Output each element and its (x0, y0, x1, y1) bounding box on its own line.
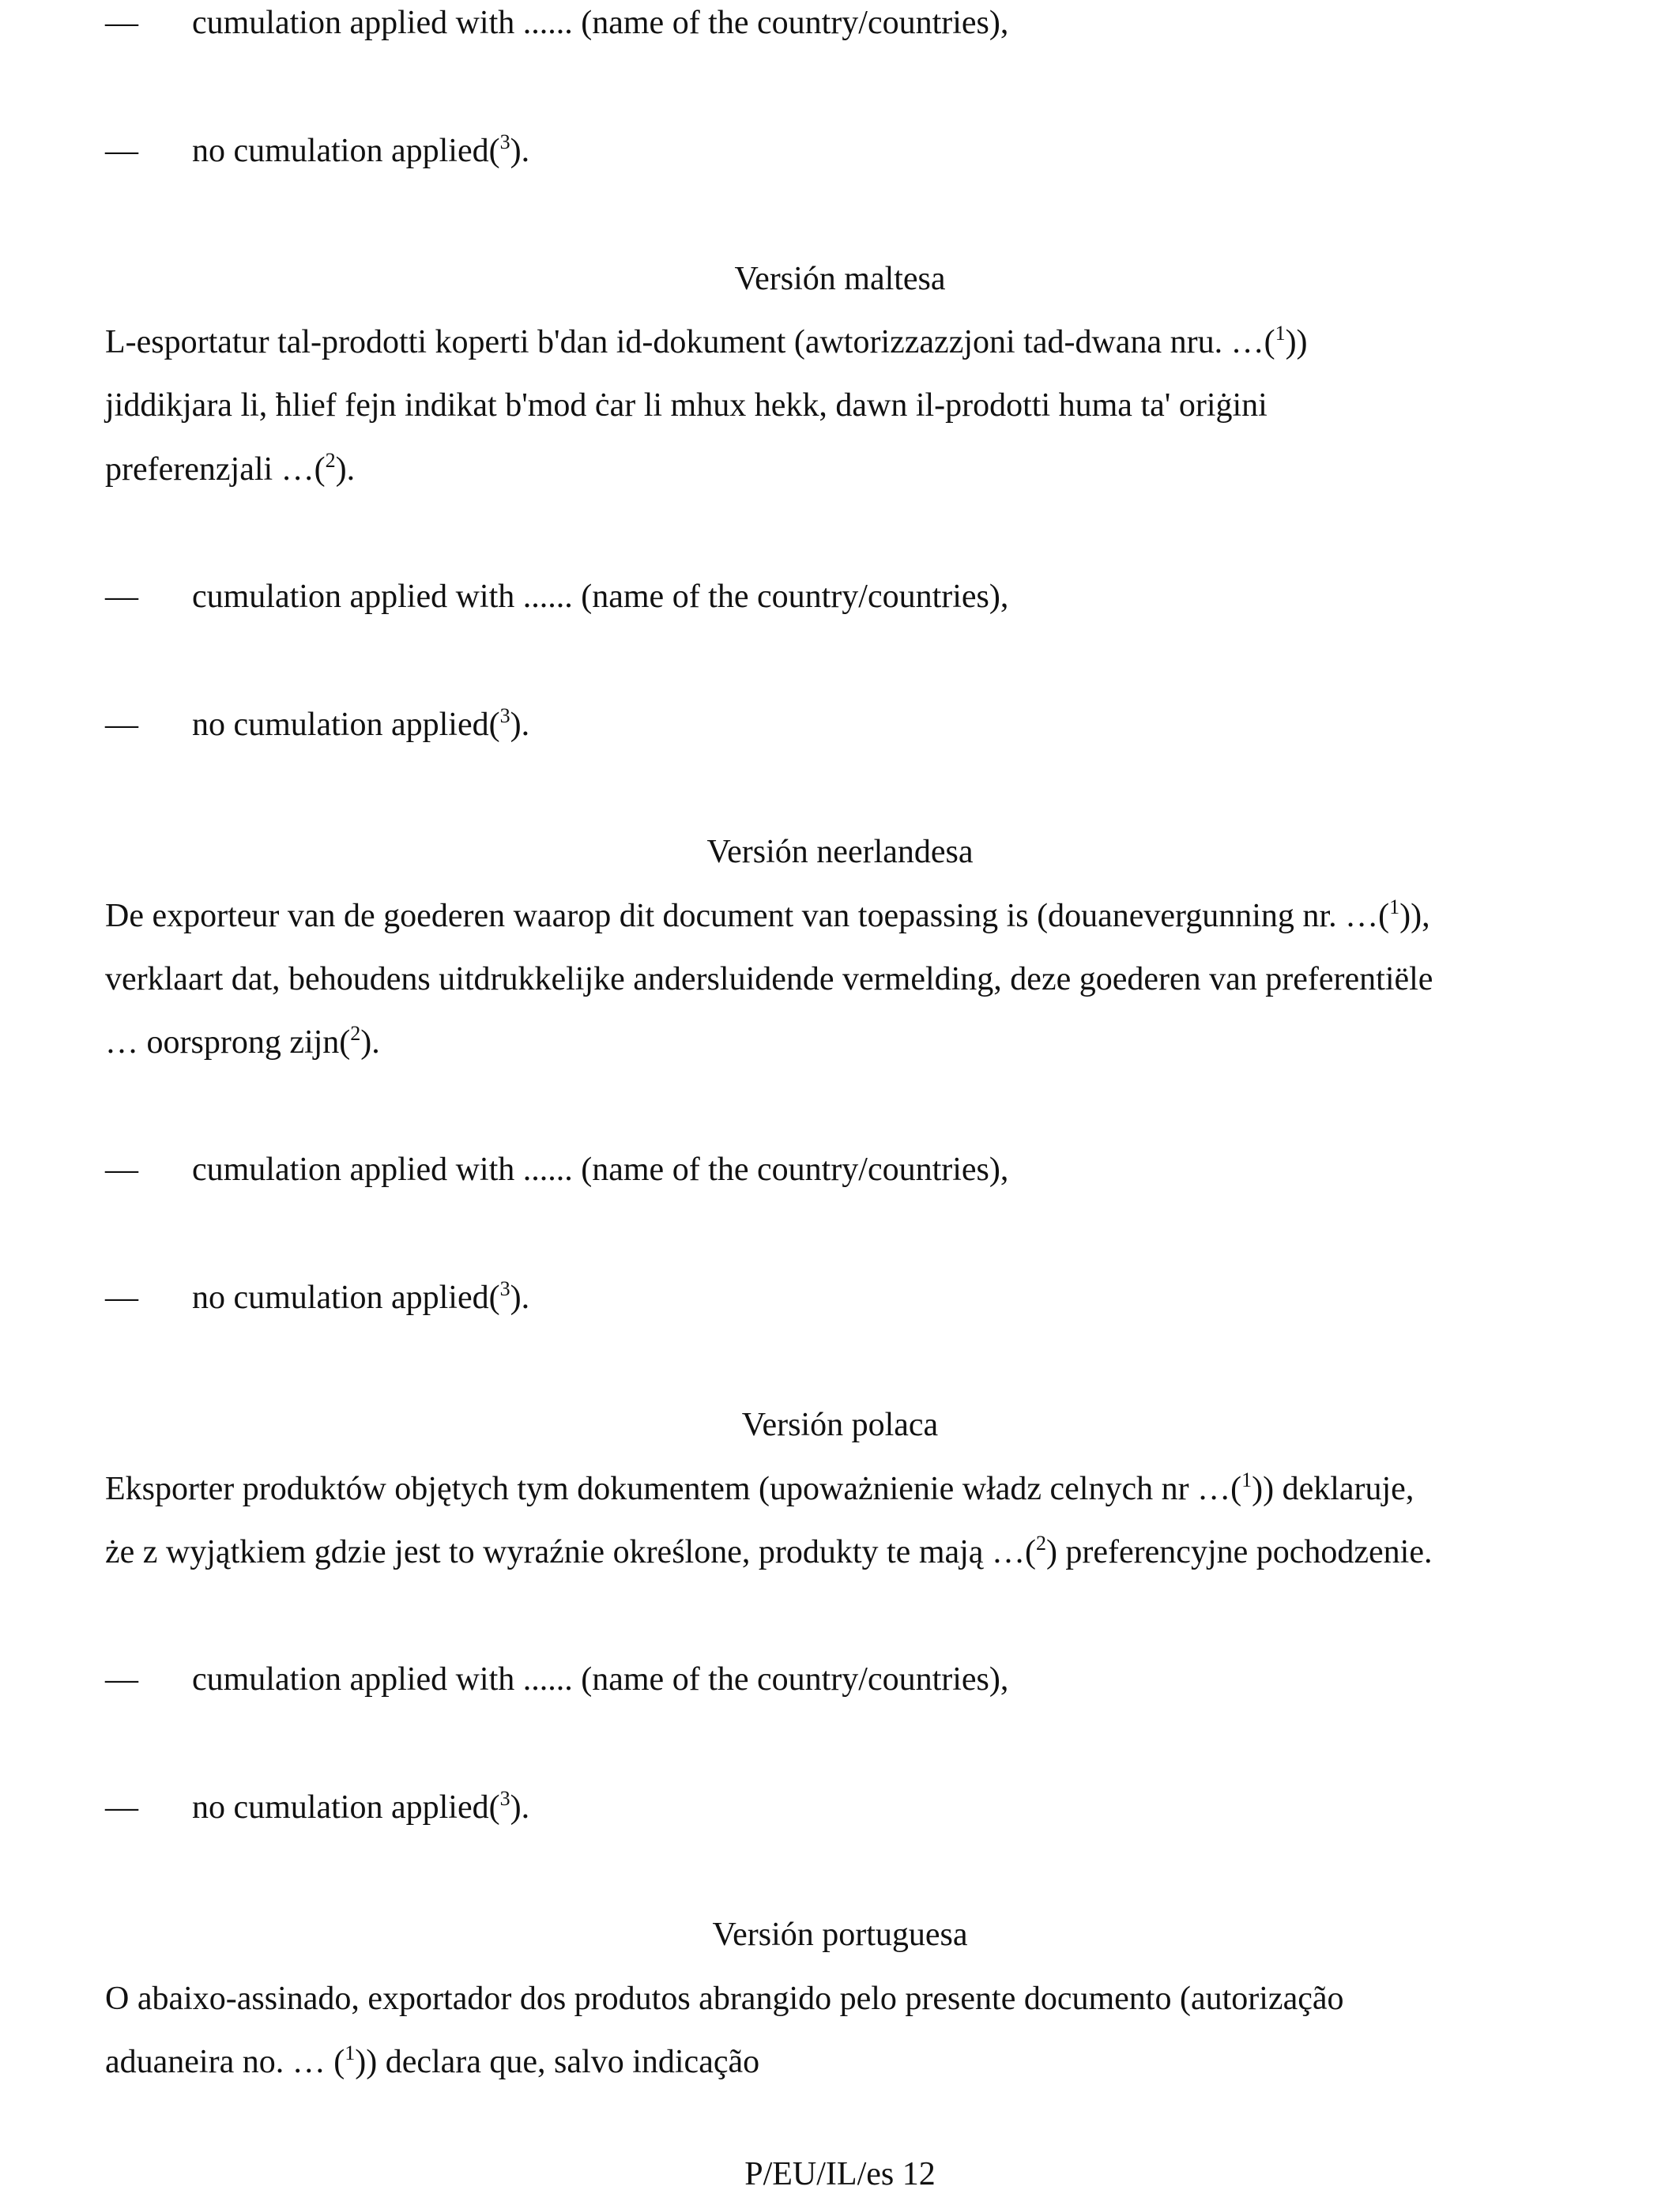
no-cumulation-end: ). (510, 1789, 530, 1826)
footnote-ref: 2 (1035, 1532, 1046, 1555)
footnote-ref: 2 (350, 1022, 361, 1045)
footnote-ref: 2 (325, 449, 336, 472)
no-cumulation-end: ). (510, 133, 530, 169)
no-cumulation-option (192, 130, 530, 169)
no-cumulation-text: no cumulation applied( (192, 1280, 500, 1316)
maltese-line-1-text: L-esportatur tal-prodotti koperti b'dan id-dokument (awtorizzazzjoni tad-dwana nru. …( (105, 324, 1275, 360)
footnote-ref: 1 (1241, 1468, 1252, 1491)
dutch-heading: Versión neerlandesa (706, 834, 974, 870)
dash-marker: — (105, 1280, 138, 1316)
maltese-line-3-end: ). (335, 451, 356, 488)
footnote-ref: 1 (1389, 895, 1400, 918)
cumulation-with-option: cumulation applied with ...... (name of the country/countries), (192, 579, 1009, 615)
dutch-line-3-end: ). (360, 1024, 380, 1061)
no-cumulation-end: ). (510, 1280, 530, 1316)
polish-line-1-text: Eksporter produktów objętych tym dokumentem (upoważnienie władz celnych nr …( (105, 1471, 1242, 1507)
maltese-line-3 (105, 449, 356, 488)
maltese-heading: Versión maltesa (734, 261, 946, 297)
dash-marker: — (105, 1789, 138, 1826)
footnote-ref: 3 (499, 704, 510, 727)
portuguese-line-2 (105, 2041, 760, 2080)
cumulation-with-option: cumulation applied with ...... (name of the country/countries), (192, 1152, 1009, 1188)
no-cumulation-option (192, 1277, 530, 1316)
dash-marker: — (105, 1661, 138, 1698)
page-footer: P/EU/IL/es 12 (744, 2156, 936, 2192)
footnote-ref: 1 (1275, 322, 1286, 345)
dutch-line-1 (105, 895, 1430, 934)
maltese-line-1 (105, 322, 1308, 360)
polish-line-1-end: )) deklaruje, (1252, 1471, 1414, 1507)
polish-line-2 (105, 1532, 1433, 1570)
footnote-ref: 1 (345, 2041, 356, 2064)
no-cumulation-text: no cumulation applied( (192, 1789, 500, 1826)
portuguese-line-2-text: aduaneira no. … ( (105, 2044, 345, 2080)
maltese-line-2: jiddikjara li, ħlief fejn indikat b'mod ċar li mhux hekk, dawn il-prodotti huma ta' oriġini (105, 387, 1268, 424)
cumulation-with-option: cumulation applied with ...... (name of the country/countries), (192, 5, 1009, 41)
dutch-line-2: verklaart dat, behoudens uitdrukkelijke andersluidende vermelding, deze goederen van preferentiële (105, 961, 1433, 997)
dash-marker: — (105, 133, 138, 169)
footnote-ref: 3 (499, 1787, 510, 1810)
dutch-line-1-text: De exporteur van de goederen waarop dit document van toepassing is (douanevergunning nr. …( (105, 898, 1390, 934)
polish-line-2-text: że z wyjątkiem gdzie jest to wyraźnie określone, produkty te mają …( (105, 1534, 1036, 1570)
maltese-line-3-text: preferenzjali …( (105, 451, 326, 488)
footnote-ref: 3 (499, 130, 510, 153)
dutch-line-3 (105, 1022, 380, 1061)
polish-line-1 (105, 1468, 1414, 1507)
cumulation-with-option: cumulation applied with ...... (name of the country/countries), (192, 1661, 1009, 1698)
polish-heading: Versión polaca (741, 1407, 939, 1443)
dutch-line-3-text: … oorsprong zijn( (105, 1024, 351, 1061)
dash-marker: — (105, 5, 138, 41)
dutch-line-1-end: )), (1399, 898, 1430, 934)
polish-line-2-end: ) preferencyjne pochodzenie. (1045, 1534, 1433, 1570)
portuguese-line-1: O abaixo-assinado, exportador dos produtos abrangido pelo presente documento (autorização (105, 1981, 1344, 2017)
dash-marker: — (105, 1152, 138, 1188)
no-cumulation-option (192, 704, 530, 743)
maltese-line-1-end: )) (1285, 324, 1308, 360)
no-cumulation-end: ). (510, 707, 530, 743)
portuguese-heading: Versión portuguesa (712, 1917, 968, 1953)
dash-marker: — (105, 579, 138, 615)
no-cumulation-text: no cumulation applied( (192, 133, 500, 169)
no-cumulation-option (192, 1787, 530, 1826)
dash-marker: — (105, 707, 138, 743)
footnote-ref: 3 (499, 1277, 510, 1300)
portuguese-line-2-end: )) declara que, salvo indicação (355, 2044, 760, 2080)
no-cumulation-text: no cumulation applied( (192, 707, 500, 743)
